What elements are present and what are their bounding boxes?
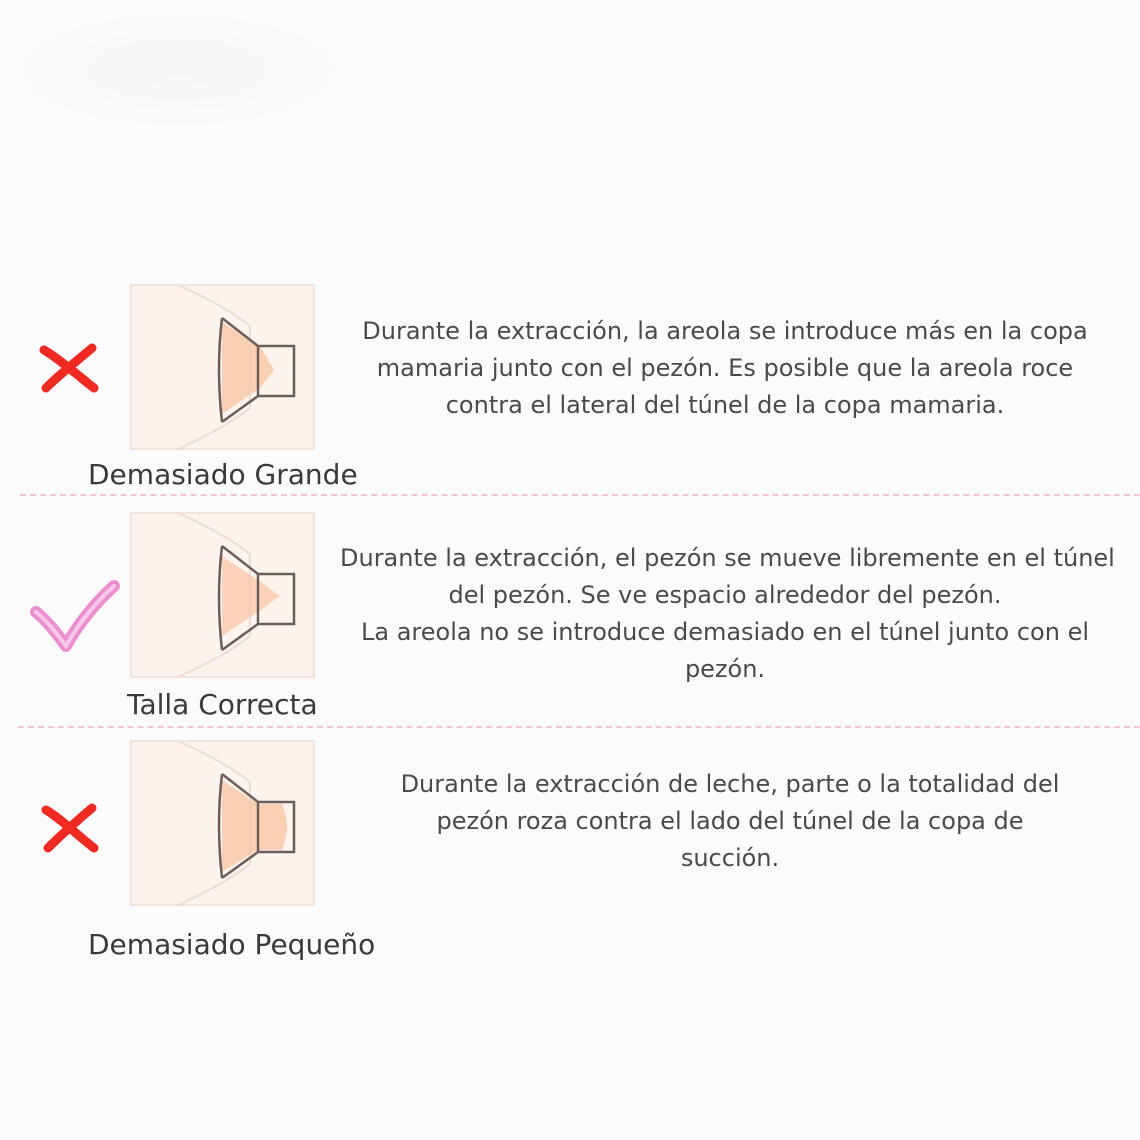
size-label: Demasiado Grande: [88, 458, 358, 491]
breast-shield-illustration: [130, 284, 315, 450]
description-line: del pezón. Se ve espacio alrededor del pezón.: [448, 581, 1002, 609]
fit-description: [340, 313, 1110, 424]
description-line: pezón.: [684, 655, 766, 683]
description-line: Durante la extracción, la areola se introduce más en la copa: [362, 317, 1088, 345]
description-line: La areola no se introduce demasiado en el túnel junto con el: [360, 618, 1089, 646]
fit-description: [340, 540, 1115, 688]
description-line: mamaria junto con el pezón. Es posible que la areola roce: [376, 354, 1074, 382]
description-line: Durante la extracción, el pezón se mueve libremente en el túnel: [340, 544, 1115, 572]
fit-row-too-large: [0, 280, 1140, 495]
size-label: Demasiado Pequeño: [88, 928, 376, 961]
description-line: contra el lateral del túnel de la copa mamaria.: [445, 391, 1005, 419]
breast-shield-illustration: [130, 740, 315, 906]
fit-row-correct: [0, 508, 1140, 728]
cross-icon: [38, 342, 100, 394]
description-line: succión.: [680, 844, 780, 872]
dashed-divider: [20, 494, 1140, 496]
description-line: pezón roza contra el lado del túnel de la copa de: [436, 807, 1024, 835]
fit-row-too-small: [0, 736, 1140, 976]
dashed-divider: [18, 726, 1140, 728]
description-line: Durante la extracción de leche, parte o la totalidad del: [400, 770, 1060, 798]
checkmark-icon: [28, 578, 120, 654]
breast-shield-illustration: [130, 512, 315, 678]
cross-icon: [40, 802, 100, 854]
size-label: Talla Correcta: [127, 688, 318, 721]
blurred-header-area: [8, 10, 348, 130]
fit-description: [340, 766, 1120, 877]
